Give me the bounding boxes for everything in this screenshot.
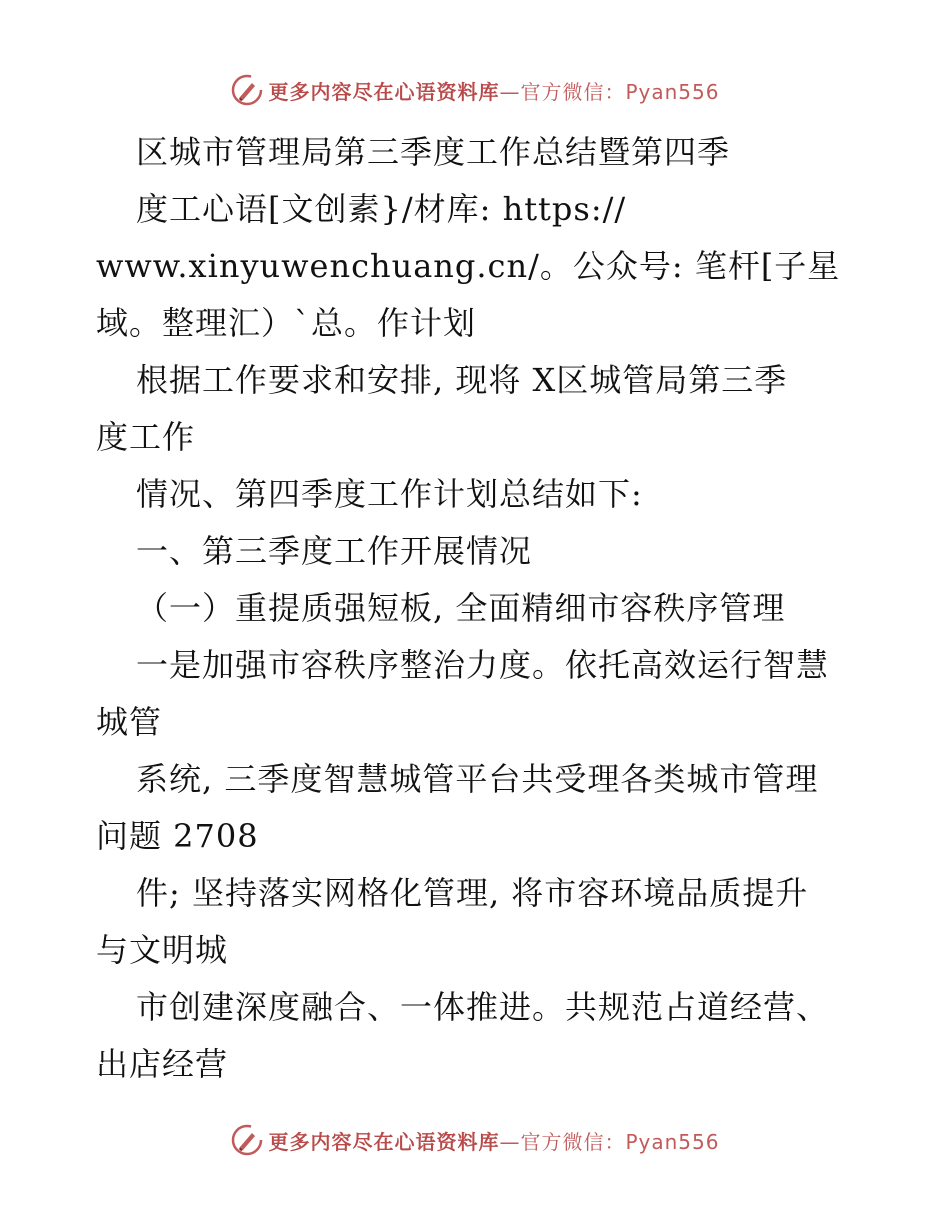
doc-line: 市创建深度融合、一体推进。共规范占道经营、 [136,988,830,1026]
banner-brand: 更多内容尽在心语资料库 [268,1129,500,1154]
doc-line: 度工心语[文创素}/材库: https:// [136,190,627,228]
doc-line: （一）重提质强短板, 全面精细市容秩序管理 [136,589,786,627]
doc-line: 区城市管理局第三季度工作总结暨第四季 [136,133,731,171]
doc-line: 一、第三季度工作开展情况 [136,532,533,570]
pen-logo-icon [230,73,264,107]
doc-line: 情况、第四季度工作计划总结如下: [136,475,643,513]
doc-line: 城管 [96,703,163,741]
doc-line: 问题 2708 [96,817,259,855]
doc-line: 出店经营 [96,1045,229,1083]
pen-logo-icon [230,1123,264,1157]
doc-line: 件; 坚持落实网格化管理, 将市容环境品质提升 [136,874,809,912]
document-body [96,124,856,1093]
banner-brand: 更多内容尽在心语资料库 [268,79,500,104]
banner-wechat: —官方微信：Pyan556 [499,79,720,104]
banner-wechat: —官方微信：Pyan556 [499,1129,720,1154]
doc-line: 一是加强市容秩序整治力度。依托高效运行智慧 [136,646,830,684]
doc-line: 与文明城 [96,931,229,969]
doc-line: 根据工作要求和安排, 现将 X区城管局第三季 [136,361,788,399]
footer-banner [0,1120,950,1160]
doc-line: www.xinyuwenchuang.cn/。公众号: 笔杆[子星 [96,247,841,285]
doc-line: 域。整理汇）`总。作计划 [96,304,477,342]
doc-line: 系统, 三季度智慧城管平台共受理各类城市管理 [136,760,819,798]
doc-line: 度工作 [96,418,196,456]
header-banner [0,70,950,110]
